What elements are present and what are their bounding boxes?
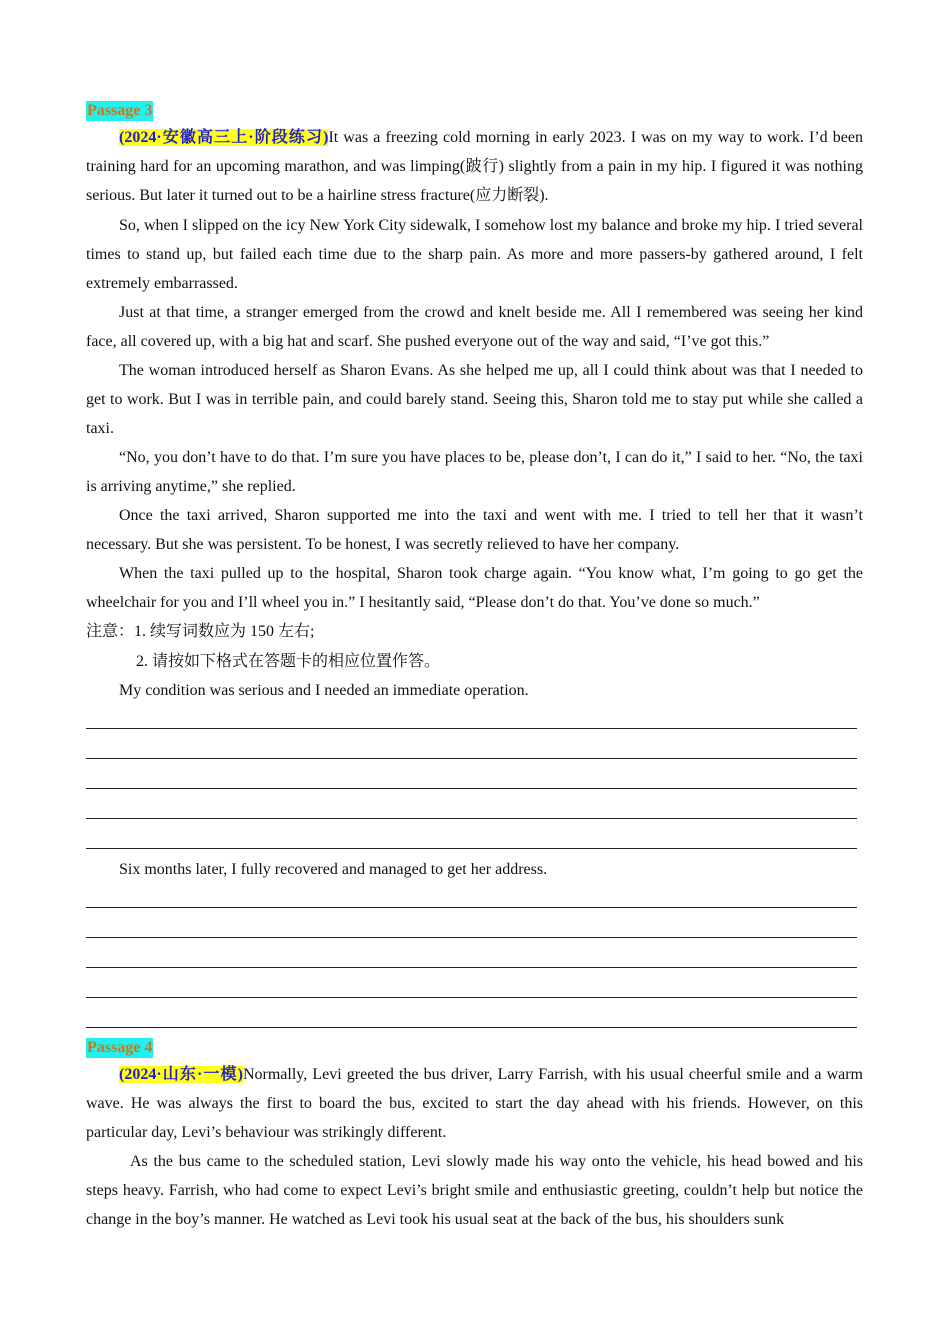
continuation-prompt: My condition was serious and I needed an immediate operation. <box>119 682 529 699</box>
passage-paragraph: (2024·山东·一模)Normally, Levi greeted the bus driver, Larry Farrish, with his usual cheerful smile and a warm wave. He was always the first to board the bus, excited to start the day ahead with his friends. However, on this particular day, Levi’s behaviour was strikingly different. <box>86 1066 864 1141</box>
note-line-2 <box>86 647 863 676</box>
source-tag: (2024·山东·一模) <box>119 1066 243 1083</box>
passage-paragraph: When the taxi pulled up to the hospital, Sharon took charge again. “You know what, I’m going to go get the wheelchair for you and I’ll wheel you in.” I hesitantly said, “Please don’t do that. You’ve done so much.” <box>86 565 863 611</box>
source-tag: (2024·安徽高三上·阶段练习) <box>119 129 329 146</box>
answer-lines-1 <box>86 699 863 849</box>
passage-paragraph: Just at that time, a stranger emerged from the crowd and knelt beside me. All I remembered was seeing her kind face, all covered up, with a big hat and scarf. She pushed everyone out of the way and said, “I’ve got this.” <box>86 304 863 350</box>
passage-paragraph: (2024·安徽高三上·阶段练习)It was a freezing cold morning in early 2023. I was on my way to work. I’d been training hard for an upcoming marathon, and was limping(跛行) slightly from a pain in my hip. I figured it was nothing serious. But later it turned out to be a hairline stress fracture(应力断裂). <box>86 129 863 204</box>
answer-line[interactable] <box>86 968 857 998</box>
note-item: 2. 请按如下格式在答题卡的相应位置作答。 <box>136 653 441 670</box>
passage-paragraph: So, when I slipped on the icy New York City sidewalk, I somehow lost my balance and broke my hip. I tried several times to stand up, but failed each time due to the sharp pain. As more and more passers-by gathered around, I felt extremely embarrassed. <box>86 217 863 292</box>
passage-paragraph: The woman introduced herself as Sharon Evans. As she helped me up, all I could think about was that I needed to get to work. But I was in terrible pain, and could barely stand. Seeing this, Sharon told me to stay put while she called a taxi. <box>86 362 863 437</box>
passage-label: Passage 4 <box>87 1039 153 1056</box>
answer-line[interactable] <box>86 759 857 789</box>
passage-4-heading <box>86 1033 863 1059</box>
document-page <box>86 96 863 1234</box>
note-line-1 <box>86 617 863 646</box>
answer-line[interactable] <box>86 819 857 849</box>
passage-paragraph: As the bus came to the scheduled station, Levi slowly made his way onto the vehicle, his head bowed and his steps heavy. Farrish, who had come to expect Levi’s bright smile and enthusiastic greeting, couldn’t help but notice the change in the boy’s manner. He watched as Levi took his usual seat at the back of the bus, his shoulders sunk <box>86 1153 863 1228</box>
answer-lines-2 <box>86 878 863 1028</box>
passage-label: Passage 3 <box>87 102 153 119</box>
note-item: 1. 续写词数应为 150 左右; <box>134 623 315 640</box>
answer-line[interactable] <box>86 729 857 759</box>
note-label: 注意： <box>86 623 135 640</box>
answer-line[interactable] <box>86 938 857 968</box>
passage-paragraph: “No, you don’t have to do that. I’m sure you have places to be, please don’t, I can do it,” I said to her. “No, the taxi is arriving anytime,” she replied. <box>86 449 863 495</box>
passage-3-heading <box>86 96 863 122</box>
answer-line[interactable] <box>86 908 857 938</box>
answer-line[interactable] <box>86 998 857 1028</box>
continuation-prompt: Six months later, I fully recovered and managed to get her address. <box>119 861 548 878</box>
passage-paragraph: Once the taxi arrived, Sharon supported me into the taxi and went with me. I tried to tell her that it wasn’t necessary. But she was persistent. To be honest, I was secretly relieved to have her company. <box>86 507 863 553</box>
answer-line[interactable] <box>86 789 857 819</box>
